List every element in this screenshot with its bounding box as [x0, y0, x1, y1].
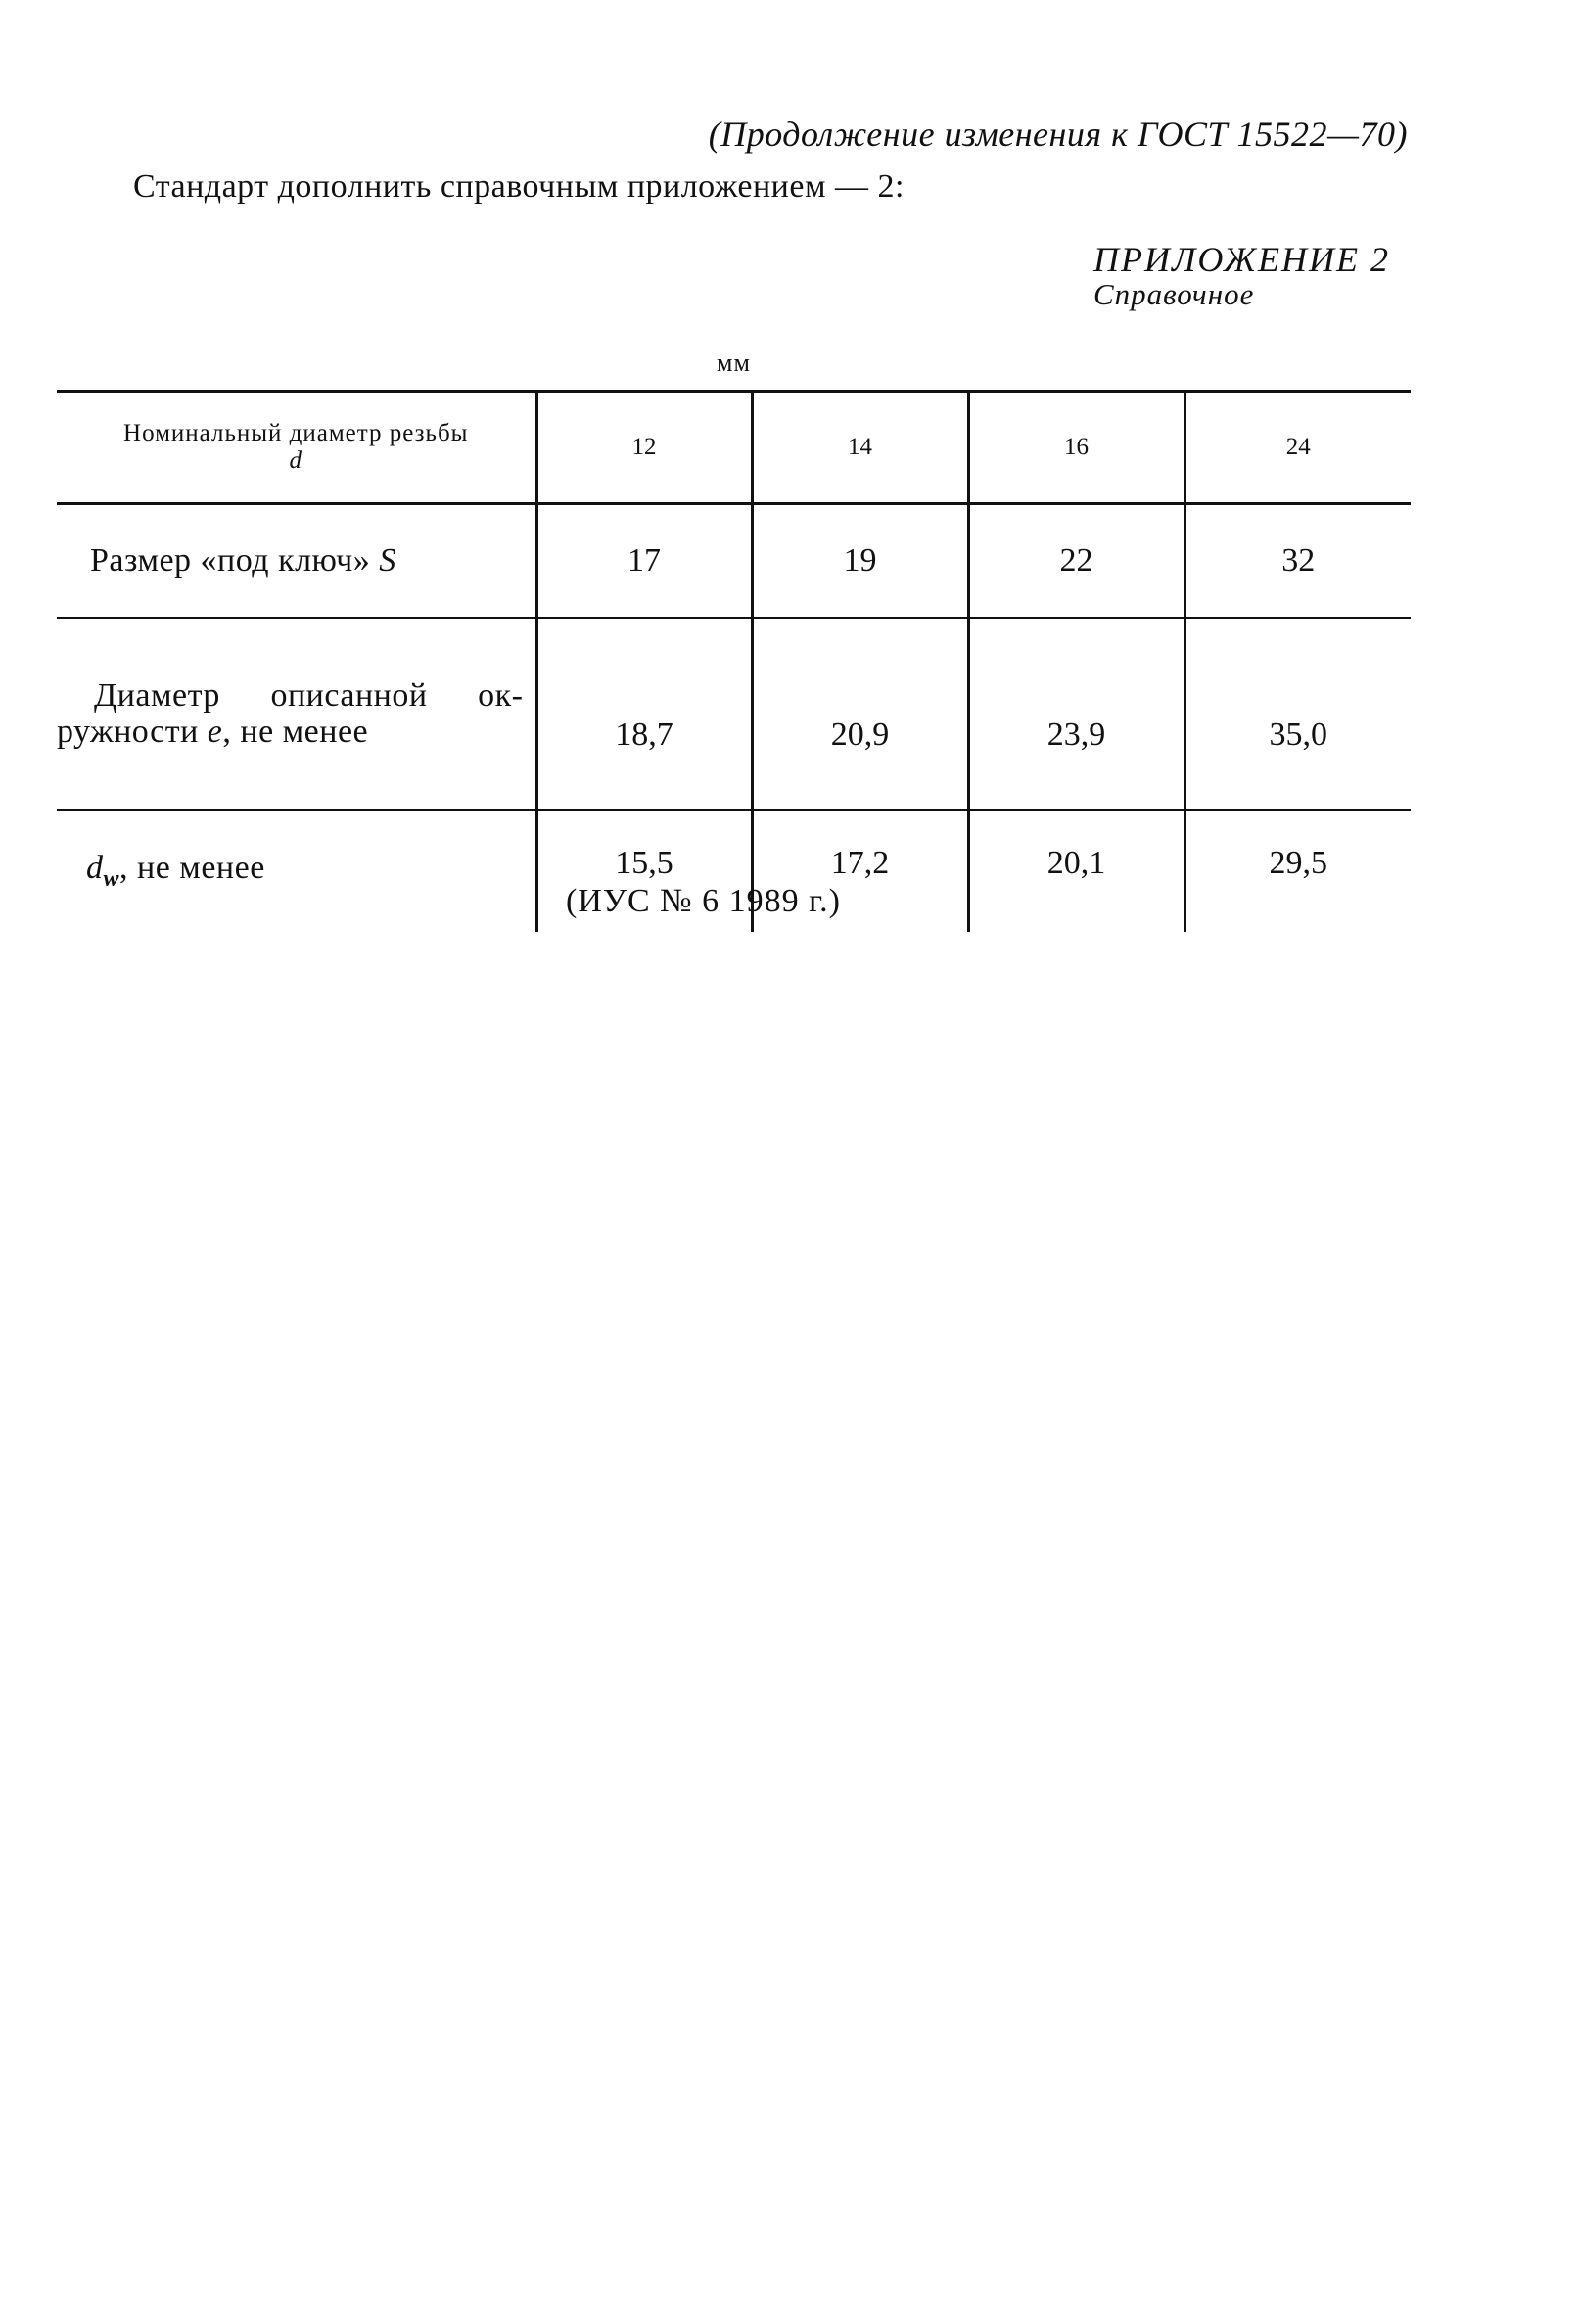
row-label-var: d	[86, 850, 104, 886]
table-cell: 22	[968, 504, 1184, 619]
header-col-14: 14	[752, 392, 968, 504]
row-label-circumscribed-diameter	[57, 618, 536, 810]
table-cell: 35,0	[1184, 618, 1411, 810]
table-cell: 17	[536, 504, 752, 619]
header-label-var: d	[289, 447, 302, 474]
table-cell: 15,5	[536, 810, 752, 932]
row-label-line2	[57, 714, 524, 750]
table-cell: 29,5	[1184, 810, 1411, 932]
table-row	[57, 504, 1411, 619]
row-label-word: ружности	[57, 714, 199, 750]
table-cell: 23,9	[968, 618, 1184, 810]
header-col-12: 12	[536, 392, 752, 504]
row-label-line1	[57, 677, 524, 714]
header-label-text: Номинальный диаметр резьбы	[123, 420, 469, 446]
table-cell: 17,2	[752, 810, 968, 932]
header-col-16: 16	[968, 392, 1184, 504]
table-cell: 18,7	[536, 618, 752, 810]
table-header-row	[57, 392, 1411, 504]
dimensions-table-wrap	[57, 390, 1411, 932]
row-label-var: e	[207, 714, 223, 750]
row-label-wrench-size	[57, 504, 536, 619]
row-label-text: Размер «под ключ»	[90, 542, 371, 579]
table-unit: мм	[717, 349, 751, 377]
table-cell: 20,1	[968, 810, 1184, 932]
row-label-word: описанной	[270, 677, 428, 714]
row-label-subscript: w	[103, 866, 120, 892]
appendix-title: ПРИЛОЖЕНИЕ 2	[1093, 240, 1390, 279]
table-cell: 32	[1184, 504, 1411, 619]
row-label-word: ок-	[478, 677, 524, 714]
issue-reference: (ИУС № 6 1989 г.)	[566, 883, 841, 919]
row-label-dw	[57, 810, 536, 932]
row-label-var: S	[379, 542, 396, 579]
appendix-subtitle: Справочное	[1093, 277, 1255, 311]
continuation-note: (Продолжение изменения к ГОСТ 15522—70)	[708, 115, 1408, 154]
intro-text: Стандарт дополнить справочным приложением — 2:	[133, 168, 905, 205]
header-label-cell	[57, 392, 536, 504]
row-label-text: , не менее	[119, 850, 265, 886]
table-cell: 20,9	[752, 618, 968, 810]
row-label-word: Диаметр	[94, 677, 220, 714]
table-cell: 19	[752, 504, 968, 619]
row-label-word: , не менее	[222, 714, 369, 750]
dimensions-table	[57, 390, 1411, 932]
header-col-24: 24	[1184, 392, 1411, 504]
table-row	[57, 618, 1411, 810]
